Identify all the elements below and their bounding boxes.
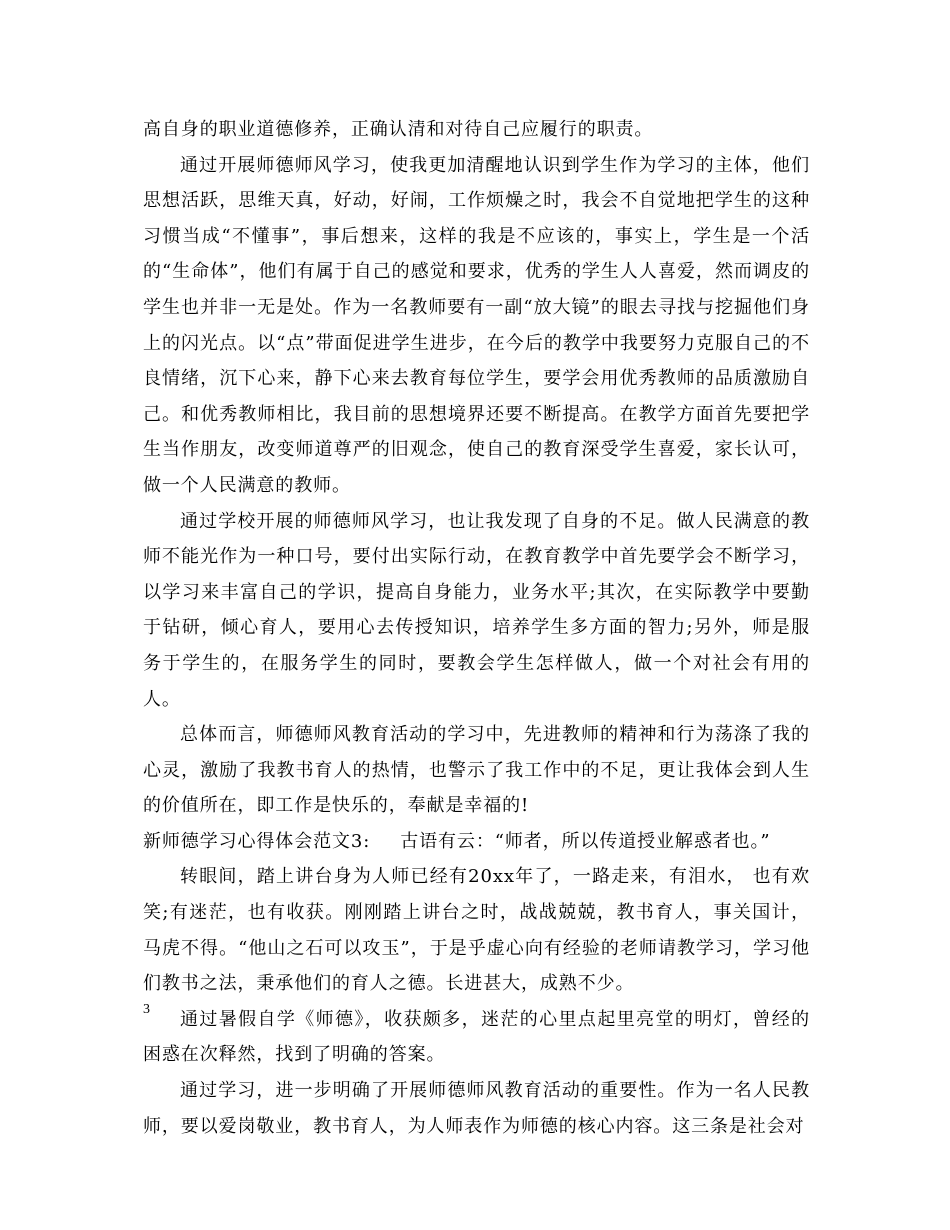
document-body	[143, 112, 810, 1144]
paragraph-teaching-years: 转眼间，踏上讲台身为人师已经有20xx年了，一路走来，有泪水， 也有欢笑;有迷茫，也有收获。刚刚踏上讲台之时，战战兢兢，教书育人，事关国计，马虎不得。“他山之石可以攻玉”，于是乎虚心向有经验的老师请教学习，学习他们教书之法，秉承他们的育人之德。长进甚大，成熟不少。	[143, 866, 810, 995]
paragraph-summer-study: 通过暑假自学《师德》，收获颇多，迷茫的心里点起里亮堂的明灯，曾经的困惑在次释然，找到了明确的答案。	[143, 1008, 810, 1066]
paragraph-student-subject: 通过开展师德师风学习，使我更加清醒地认识到学生作为学习的主体，他们思想活跃，思维天真，好动，好闹，工作烦燥之时，我会不自觉地把学生的这种习惯当成“不懂事”，事后想来，这样的我是不应该的，事实上，学生是一个活的“生命体”，他们有属于自己的感觉和要求，优秀的学生人人喜爱，然而调皮的学生也并非一无是处。作为一名教师要有一副“放大镜”的眼去寻找与挖掘他们身上的闪光点。以“点”带面促进学生进步，在今后的教学中我要努力克服自己的不良情绪，沉下心来，静下心来去教育每位学生，要学会用优秀教师的品质激励自己。和优秀教师相比，我目前的思想境界还要不断提高。在教学方面首先要把学生当作朋友，改变师道尊严的旧观念，使自己的教育深受学生喜爱，家长认可，做一个人民满意的教师。	[143, 154, 810, 496]
section-heading-quote: 古语有云：“师者，所以传道授业解惑者也。”	[400, 830, 771, 852]
paragraph-continuation: 高自身的职业道德修养，正确认清和对待自己应履行的职责。	[143, 119, 654, 140]
page-number: 3	[143, 1002, 150, 1017]
section-heading	[143, 824, 810, 860]
paragraph-importance: 通过学习，进一步明确了开展师德师风教育活动的重要性。作为一名人民教师，要以爱岗敬业，教书育人，为人师表作为师德的核心内容。这三条是社会对	[143, 1080, 810, 1137]
paragraph-self-shortcomings: 通过学校开展的师德师风学习，也让我发现了自身的不足。做人民满意的教师不能光作为一种口号，要付出实际行动，在教育教学中首先要学会不断学习，以学习来丰富自己的学识，提高自身能力，业务水平;其次，在实际教学中要勤于钻研，倾心育人，要用心去传授知识，培养学生多方面的智力;另外，师是服务于学生的，在服务学生的同时，要教会学生怎样做人，做一个对社会有用的人。	[143, 510, 810, 710]
paragraph-summary: 总体而言，师德师风教育活动的学习中，先进教师的精神和行为荡涤了我的心灵，激励了我教书育人的热情，也警示了我工作中的不足，更让我体会到人生的价值所在，即工作是快乐的，奉献是幸福的!	[143, 724, 810, 817]
section-heading-title: 新师德学习心得体会范文3:	[143, 830, 371, 852]
